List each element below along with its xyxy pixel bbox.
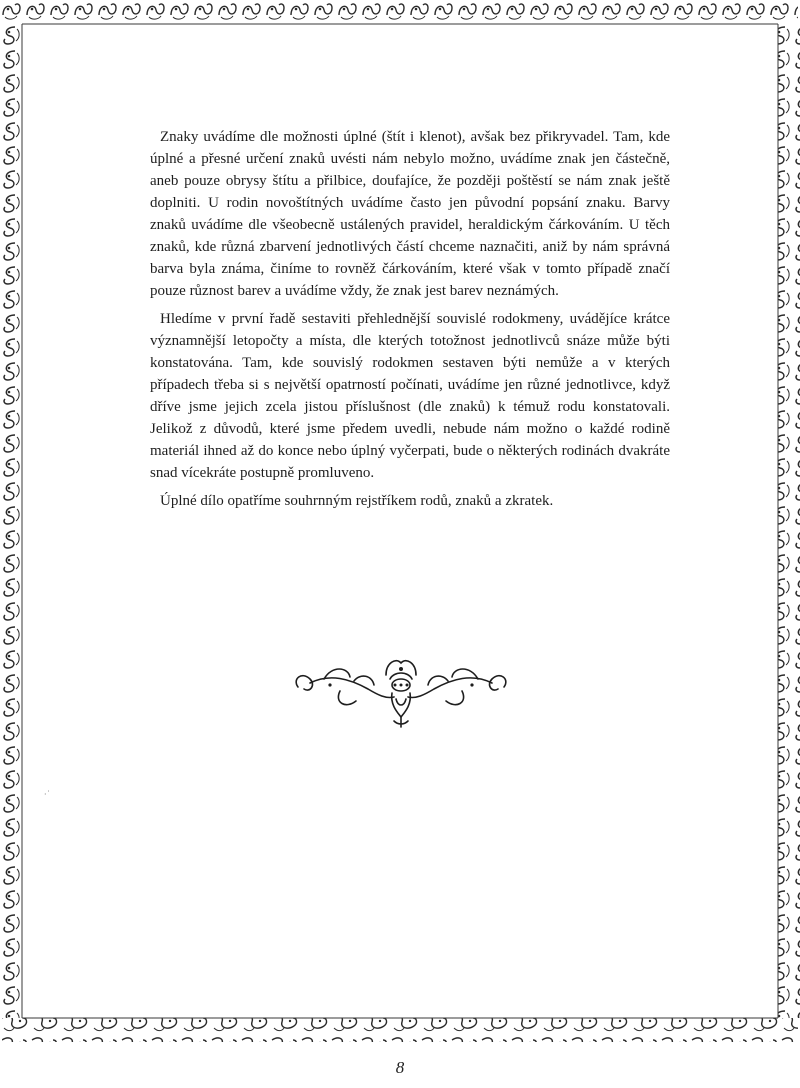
text-body <box>150 126 670 518</box>
paper-speck: ·˙ <box>44 790 51 799</box>
paragraph-index: Úplné dílo opatříme souhrnným rejstříkem rodů, znaků a zkratek. <box>160 493 554 509</box>
paragraph-pedigrees: Hledíme v první řadě sestaviti přehlednější souvislé rodokmeny, uvádějíce krátce významnější letopočty a místa, dle kterých totožnost jednotlivců snáze může býti konstatována. Tam, kde souvislý rodokmen sestaven býti nemůže a v kterých případech třeba si s největší opatrností počínati, uvádíme jen různé jednotlivce, když dříve jsme jejich zcela jistou příslušnost (dle znaků) k témuž rodu konstatovali. Jelikož z důvodů, které jsme předem uvedli, nebude nám možno o každé rodině materiál ihned až do konce nebo úplný vyčerpati, bude o některých rodinách dvakráte snad vícekráte postupně promluveno. <box>150 311 670 481</box>
floral-ornament-icon <box>290 655 512 735</box>
paragraph-arms: Znaky uvádíme dle možnosti úplné (štít i klenot), avšak bez přikryvadel. Tam, kde úplné a přesné určení znaků uvésti nám nebylo možno, uvádíme znak jen částečně, aneb pouze obrysy štítu a přilbice, doufajíce, že později poštěstí se nám znak ještě doplniti. U rodin novoštítných uvádíme často jen původní popsání znaku. Barvy znaků uvádíme dle všeobecně ustálených pravidel, heraldickým čárkováním. U těch znaků, kde různá zbarvení jednotlivých částí chceme naznačiti, aniž by nám správná barva byla známa, činíme to rovněž čárkováním, které však v tomto případě značí pouze různost barev a uvádíme vždy, že znak jest barev neznámých. <box>150 129 670 299</box>
page-number: 8 <box>395 1058 405 1077</box>
